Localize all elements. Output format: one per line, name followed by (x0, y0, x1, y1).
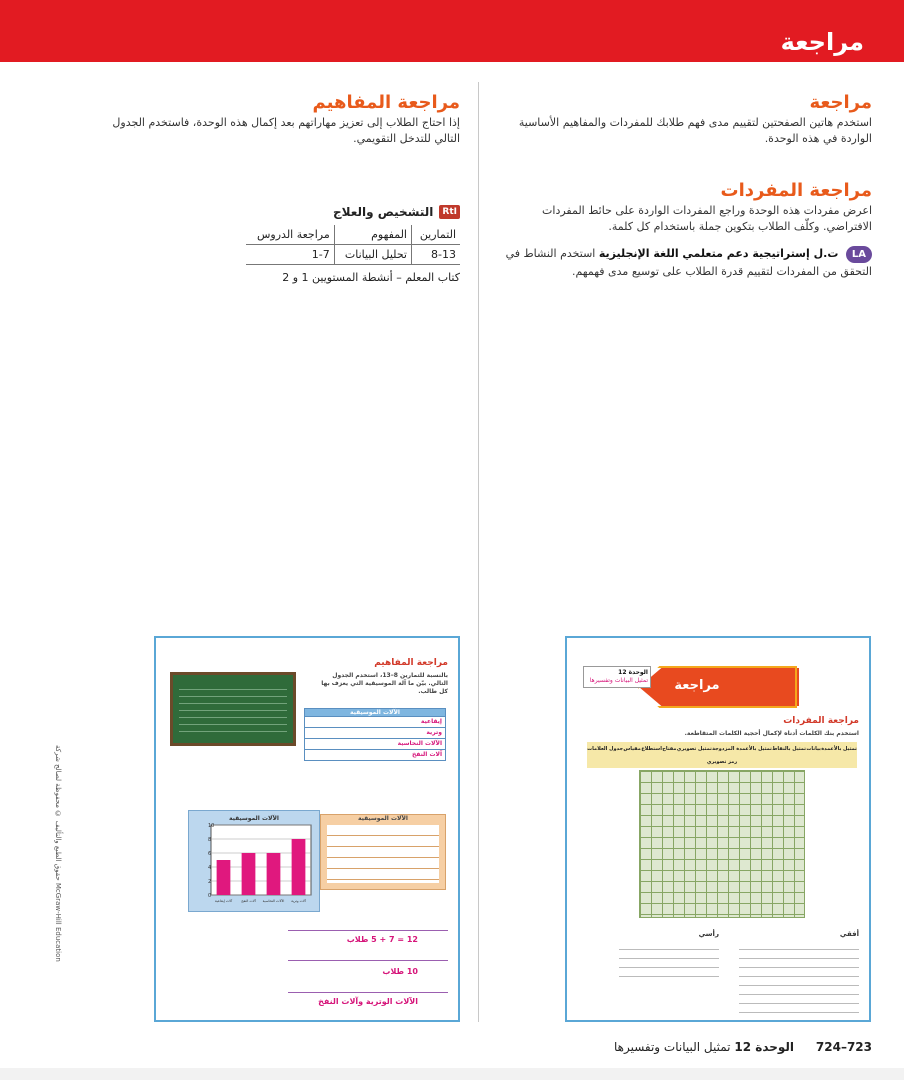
chart-y-tick: 0 (208, 893, 212, 899)
word: تمثيل بالأعمدة (821, 745, 857, 752)
cell-lessons: 1-7 (246, 245, 334, 265)
cell-concept: تحليل البيانات (334, 245, 411, 265)
vocab-text: اعرض مفردات هذه الوحدة وراجع المفردات الواردة على حائط المفردات الافتراضي. وكلّف الطلاب بتكوين جملة باستخدام كل كلمة. (542, 204, 872, 233)
chart-y-tick: 8 (208, 837, 212, 843)
word: جدول العلامات (587, 745, 624, 752)
bar-chart-svg (189, 811, 319, 911)
concepts-section (102, 92, 460, 147)
pictograph-title: الآلات الموسيقية (358, 815, 408, 822)
concepts-title: مراجعة المفاهيم (374, 658, 448, 668)
rti-title: التشخيص والعلاج (332, 205, 434, 219)
chart-y-tick: 6 (208, 851, 212, 857)
answer-line (288, 960, 448, 961)
page-title: مراجعة (780, 28, 864, 56)
instrument-table (304, 708, 446, 761)
answer-line (288, 930, 448, 931)
la-strategy (495, 245, 872, 280)
header-concept: المفهوم (334, 225, 411, 245)
chart-x-label: الآلات النحاسية (262, 899, 285, 903)
rti-footer: كتاب المعلم – أنشطة المستويين 1 و 2 (282, 271, 460, 284)
vocab-title: مراجعة المفردات (783, 716, 859, 726)
chart-x-label: آلات وترية (291, 899, 306, 903)
review-text: استخدم هاتين الصفحتين لتقييم مدى فهم طلابك للمفردات والمفاهيم الأساسية الواردة في هذه الوحدة. (518, 116, 872, 145)
word: تمثيل تصويري (676, 745, 712, 752)
la-text: استخدم النشاط في التحقق من المفردات لتقييم قدرة الطلاب على توسيع مدى فهمهم. (505, 247, 872, 278)
word-bank (587, 742, 857, 768)
unit-label: الوحدة 12 (734, 1040, 795, 1054)
header-lessons: مراجعة الدروس (246, 225, 334, 245)
chart-bar (242, 853, 256, 895)
table-title: الآلات الموسيقية (305, 709, 445, 716)
down-clues (619, 944, 719, 980)
unit-title: تمثيل البيانات وتفسيرها (613, 1040, 731, 1054)
rti-box (246, 205, 460, 284)
review-section (495, 92, 872, 147)
review-heading: مراجعة (809, 92, 872, 113)
chart-x-label: آلات إيقاعية (214, 899, 233, 903)
table-header-row (246, 225, 460, 245)
header-banner (0, 0, 904, 62)
concepts-intro: بالنسبة للتمارين 8–13، استخدم الجدول التالي. بيّن ما آلة الموسيقية التي يعزف بها كل طالب. (321, 672, 448, 695)
table-row: آلات النفخ (305, 749, 445, 760)
pictograph-rows (327, 825, 439, 883)
word: رمز تصويري (706, 758, 738, 765)
bar-chart (188, 810, 320, 912)
chart-y-tick: 2 (208, 879, 212, 885)
answer-1: 12 = 7 + 5 طلاب (346, 935, 418, 944)
word: استطلاع (641, 745, 662, 752)
rti-badge: RtI (439, 205, 460, 219)
rti-header (246, 205, 460, 219)
pictograph (320, 814, 446, 890)
table-row: وترية (305, 727, 445, 738)
word: مقياس (623, 745, 641, 752)
chart-y-tick: 4 (208, 865, 212, 871)
chart-bar (292, 839, 306, 895)
page-footer (614, 1040, 872, 1054)
unit-subtitle: تمثيل البيانات وتفسيرها (589, 677, 648, 684)
answer-2: 10 طلاب (382, 967, 418, 976)
vocab-heading: مراجعة المفردات (720, 180, 872, 201)
page-numbers: 723–724 (815, 1040, 872, 1054)
unit-label: الوحدة 12 (618, 669, 648, 676)
down-title: رأسي (698, 930, 719, 938)
word: مفتاح (662, 745, 677, 752)
word: تمثيل بالنقاط (772, 745, 807, 752)
column-divider (478, 82, 479, 1022)
across-title: أفقي (839, 930, 859, 938)
tab-label: مراجعة (674, 678, 720, 693)
word: تمثيل بالأعمدة المزدوجة (712, 745, 772, 752)
thumbnail-concepts-page (154, 636, 460, 1022)
table-row: إيقاعية (305, 716, 445, 727)
crossword-shading (639, 770, 805, 918)
copyright-text: حقوق الطبع والتأليف © محفوظة لصالح شركة McGraw-Hill Education (54, 745, 62, 962)
la-badge: LA (846, 246, 872, 263)
unit-box (583, 666, 651, 688)
vocab-section (495, 180, 872, 280)
chart-x-label: آلات النفخ (241, 899, 256, 903)
cell-exercises: 8-13 (411, 245, 460, 265)
chart-bar (267, 853, 281, 895)
table-row (246, 245, 460, 265)
chalkboard (170, 672, 296, 746)
chalkboard-text (179, 685, 287, 733)
chart-y-tick: 10 (208, 823, 215, 829)
rti-table (246, 225, 460, 265)
header-exercises: التمارين (411, 225, 460, 245)
answer-line (288, 992, 448, 993)
concepts-text: إذا احتاج الطلاب إلى تعزيز مهاراتهم بعد إكمال هذه الوحدة، فاستخدم الجدول التالي للتدخل التقويمي. (112, 116, 460, 145)
bottom-strip (0, 1068, 904, 1080)
instruction: استخدم بنك الكلمات أدناه لإكمال أحجية الكلمات المتقاطعة. (684, 730, 859, 737)
across-clues (739, 944, 859, 1014)
thumbnail-vocab-page (565, 636, 871, 1022)
concepts-heading: مراجعة المفاهيم (312, 92, 460, 113)
table-row: الآلات النحاسية (305, 738, 445, 749)
chart-bar (217, 860, 231, 895)
chart-title: الآلات الموسيقية (229, 815, 279, 822)
la-title: ت.ل إستراتيجية دعم متعلمي اللغة الإنجليزية (598, 247, 839, 260)
word: بيانات (806, 745, 821, 752)
answer-3: الآلات الوترية وآلات النفخ (318, 997, 418, 1006)
